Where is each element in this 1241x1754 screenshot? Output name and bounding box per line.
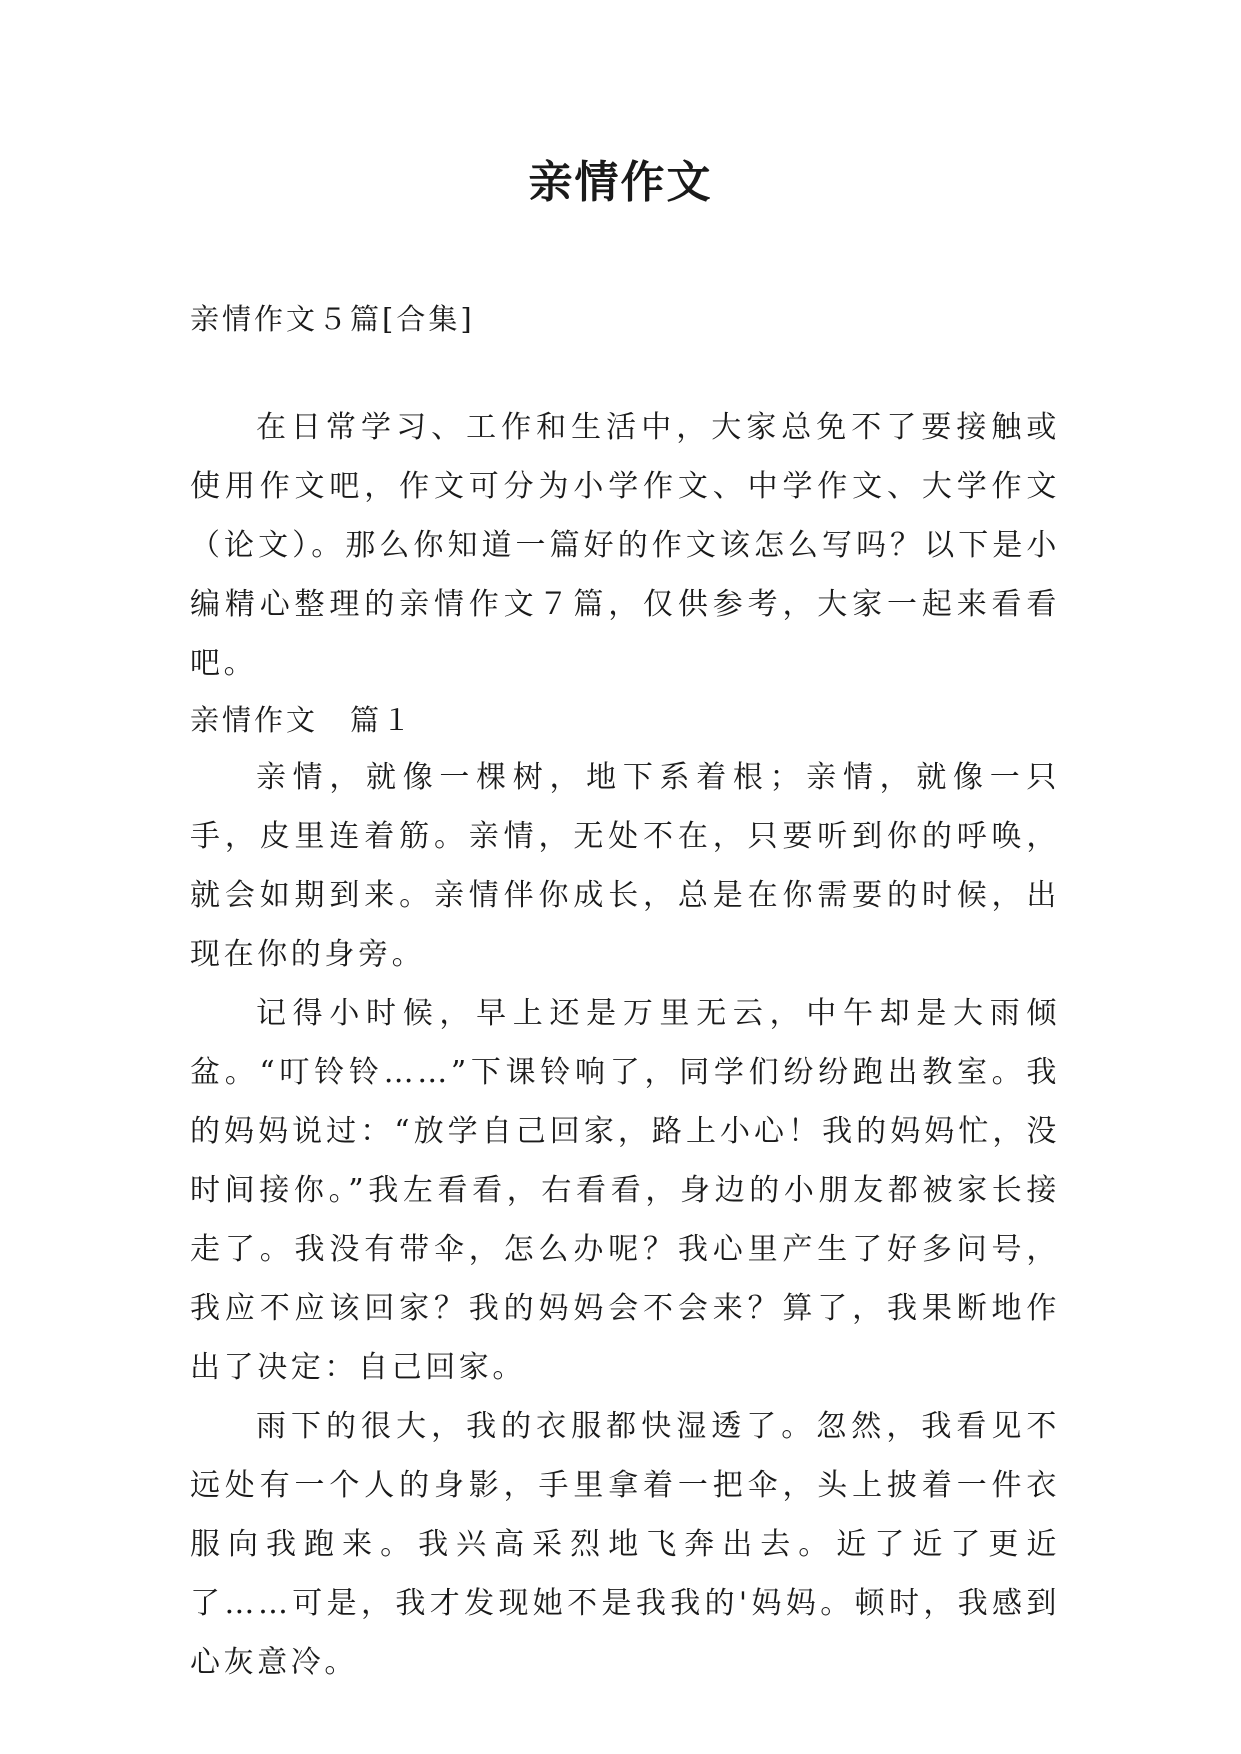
section-heading: 亲情作文 篇１ [190, 703, 415, 737]
intro-paragraph: 在日常学习、工作和生活中，大家总免不了要接触或使用作文吧，作文可分为小学作文、中学作文、大学作文（论文）。那么你知道一篇好的作文该怎么写吗？以下是小编精心整理的亲情作文７篇，仅供参考，大家一起来看看吧。 [190, 410, 1060, 681]
document-subtitle: 亲情作文５篇[合集] [190, 302, 475, 336]
body-paragraph-1: 亲情，就像一棵树，地下系着根；亲情，就像一只手，皮里连着筋。亲情，无处不在，只要听到你的呼唤，就会如期到来。亲情伴你成长，总是在你需要的时候，出现在你的身旁。 [190, 760, 1060, 972]
document-body [190, 290, 1060, 1692]
body-paragraph-3: 雨下的很大，我的衣服都快湿透了。忽然，我看见不远处有一个人的身影，手里拿着一把伞，头上披着一件衣服向我跑来。我兴高采烈地飞奔出去。近了近了更近了……可是，我才发现她不是我我的'妈妈。顿时，我感到心灰意冷。 [190, 1409, 1060, 1680]
document-title: 亲情作文 [528, 157, 713, 208]
body-paragraph-2: 记得小时候，早上还是万里无云，中午却是大雨倾盆。“叮铃铃……”下课铃响了，同学们纷纷跑出教室。我的妈妈说过：“放学自己回家，路上小心！我的妈妈忙，没时间接你。”我左看看，右看看，身边的小朋友都被家长接走了。我没有带伞，怎么办呢？我心里产生了好多问号，我应不应该回家？我的妈妈会不会来？算了，我果断地作出了决定：自己回家。 [190, 996, 1060, 1385]
